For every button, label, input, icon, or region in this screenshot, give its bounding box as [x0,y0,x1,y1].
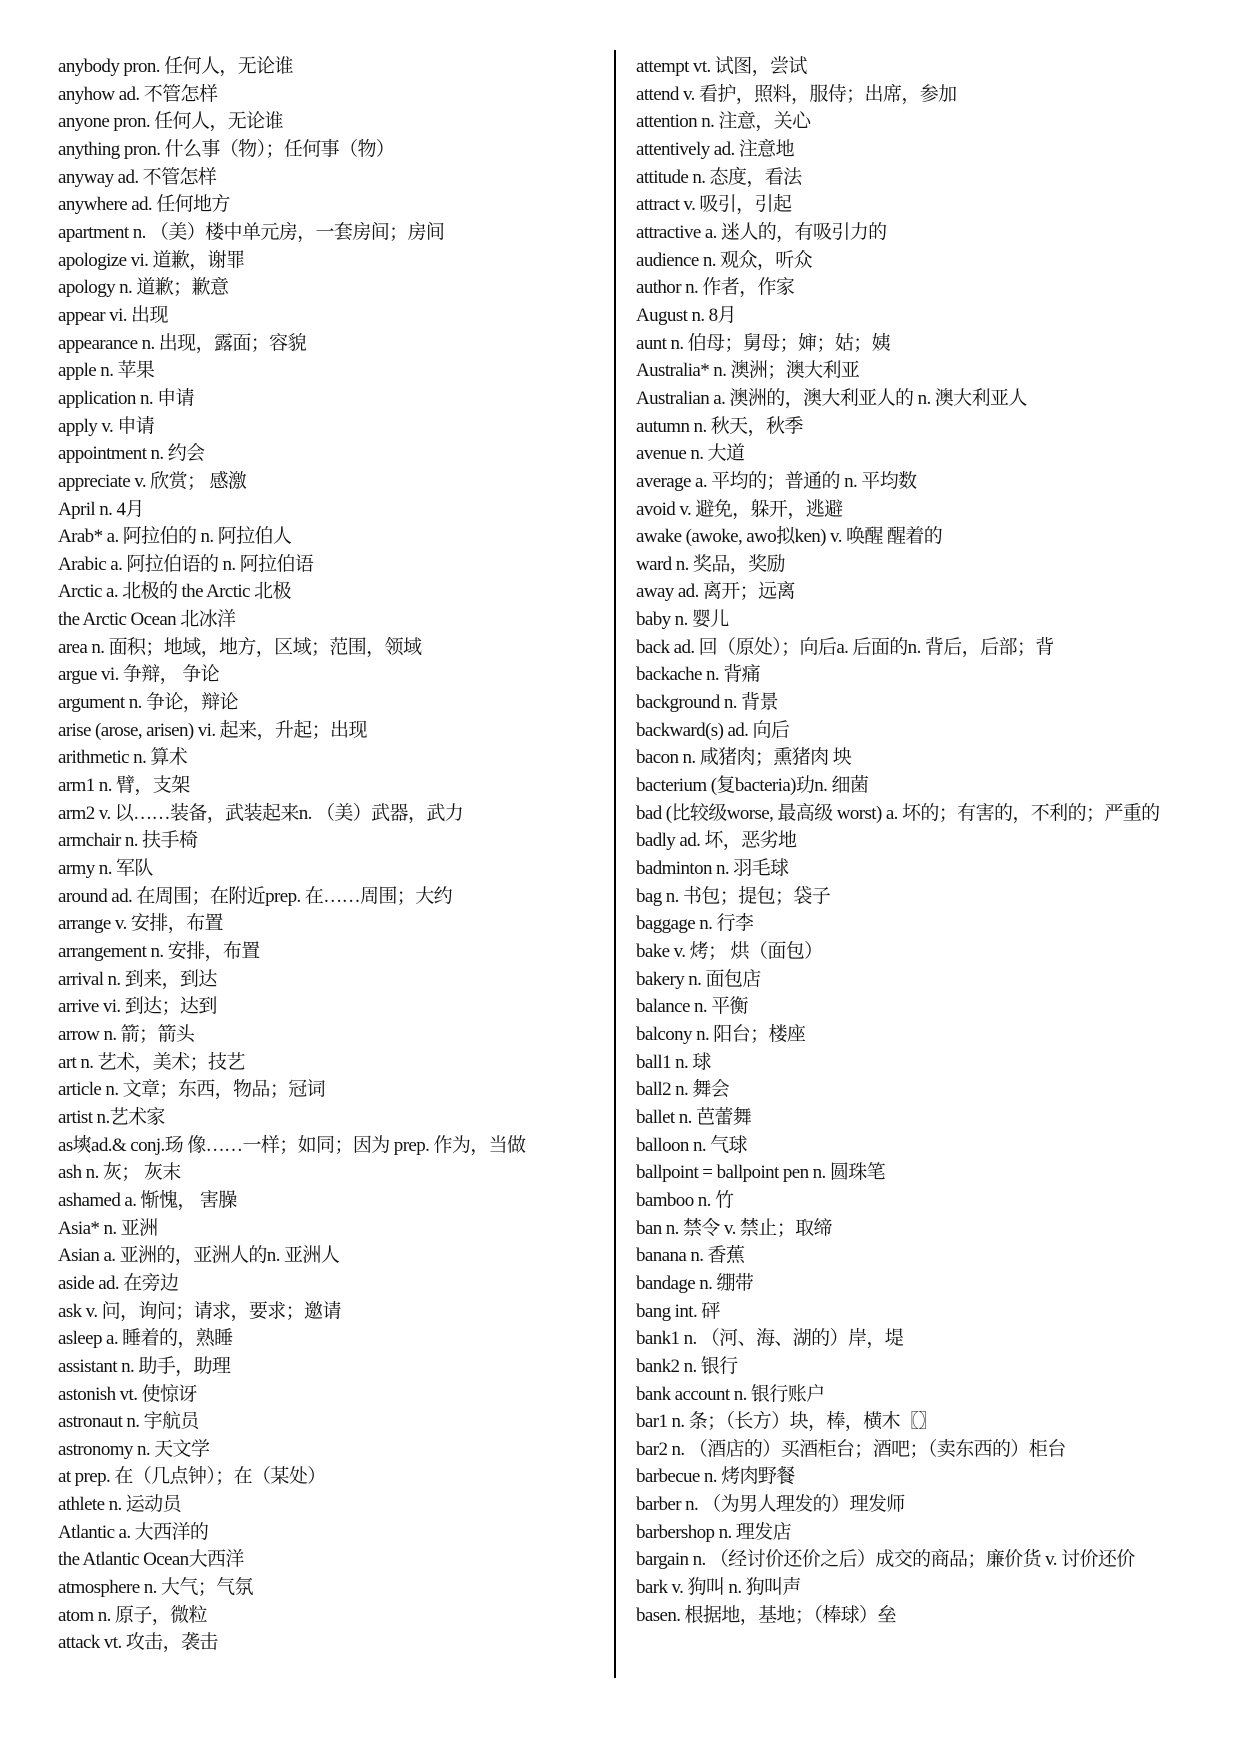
vocab-entry: basen. 根据地，基地；（棒球）垒 [636,1604,896,1626]
left-column [58,53,606,1657]
vocab-entry: bakery n. 面包店 [636,968,761,990]
vocab-entry: background n. 背景 [636,692,778,714]
vocab-entry: bank account n. 银行账户 [636,1383,825,1405]
vocab-entry: argue vi. 争辩， 争论 [58,664,220,686]
vocab-entry: attend v. 看护，照料，服侍；出席，参加 [636,83,957,105]
vocab-entry: bacon n. 咸猪肉；熏猪肉 坱 [636,747,852,769]
vocab-entry: banana n. 香蕉 [636,1245,745,1267]
vocab-entry: bang int. 砰 [636,1300,720,1322]
vocab-entry: awake (awoke, awo拟ken) v. 唤醒 醒着的 [636,526,943,548]
vocab-entry: apply v. 申请 [58,415,155,437]
vocab-entry: Australian a. 澳洲的，澳大利亚人的 n. 澳大利亚人 [636,387,1027,409]
vocab-entry: arrangement n. 安排，布置 [58,941,260,962]
vocab-entry: badminton n. 羽毛球 [636,858,789,880]
vocab-entry: backward(s) ad. 向后 [636,719,790,741]
vocab-entry: back ad. 回（原处）；向后a. 后面的n. 背后，后部；背 [636,636,1054,658]
vocab-entry: apologize vi. 道歉，谢罪 [58,249,245,271]
vocab-entry: appearance n. 出现，露面；容貌 [58,332,306,354]
vocab-entry: anyway ad. 不管怎样 [58,166,217,188]
vocab-entry: author n. 作者，作家 [636,277,795,299]
vocab-entry: bamboo n. 竹 [636,1189,734,1211]
vocab-entry: Arab* a. 阿拉伯的 n. 阿拉伯人 [58,526,292,548]
vocab-entry: ball2 n. 舞会 [636,1079,730,1101]
vocab-entry: anyone pron. 任何人，无论谁 [58,111,283,133]
vocab-entry: apartment n. （美）楼中单元房，一套房间；房间 [58,221,445,243]
vocab-entry: barber n. （为男人理发的）理发师 [636,1494,905,1516]
vocab-entry: ballet n. 芭蕾舞 [636,1106,752,1128]
vocab-entry: Atlantic a. 大西洋的 [58,1521,209,1543]
vocab-entry: arrange v. 安排，布置 [58,913,223,935]
vocab-entry: application n. 申请 [58,387,194,409]
vocab-entry: arm2 v. 以……装备，武装起来n. （美）武器，武力 [58,802,464,824]
vocab-entry: bandage n. 绷带 [636,1272,754,1294]
vocab-entry: backache n. 背痛 [636,664,761,686]
vocab-entry: arrive vi. 到达；达到 [58,996,217,1018]
vocab-entry: assistant n. 助手，助理 [58,1355,231,1377]
vocab-entry: as塽ad.& conj.玚 像……一样；如同；因为 prep. 作为，当做 [58,1134,526,1156]
vocab-entry: bar2 n. （酒店的）买酒柜台；酒吧；（卖东西的）柜台 [636,1438,1066,1460]
vocab-entry: balance n. 平衡 [636,996,748,1018]
vocab-entry: anything pron. 什么事（物）；任何事（物） [58,138,395,160]
vocab-entry: astronomy n. 天文学 [58,1438,210,1460]
vocab-entry: the Atlantic Ocean大西洋 [58,1549,244,1571]
vocab-entry: bank2 n. 银行 [636,1355,738,1377]
column-divider [614,50,616,1678]
vocab-entry: ballpoint = ballpoint pen n. 圆珠笔 [636,1162,886,1184]
vocab-entry: bad (比较级worse, 最高级 worst) a. 坏的；有害的，不利的；严重的 [636,802,1160,824]
vocab-entry: ashamed a. 惭愧， 害臊 [58,1189,237,1211]
vocab-entry: atmosphere n. 大气；气氛 [58,1577,253,1599]
vocab-entry: astonish vt. 使惊讶 [58,1383,197,1405]
vocab-entry: arm1 n. 臂，支架 [58,775,190,797]
vocab-entry: attack vt. 攻击，袭击 [58,1632,218,1654]
vocab-entry: baggage n. 行李 [636,913,754,935]
vocab-entry: anywhere ad. 任何地方 [58,194,230,216]
vocab-entry: Asia* n. 亚洲 [58,1217,158,1239]
vocab-entry: bank1 n. （河、海、湖的）岸，堤 [636,1328,904,1350]
vocab-entry: bark v. 狗叫 n. 狗叫声 [636,1577,801,1599]
vocab-entry: around ad. 在周围；在附近prep. 在……周围；大约 [58,885,453,907]
vocab-entry: attention n. 注意，关心 [636,111,811,133]
vocab-entry: attitude n. 态度，看法 [636,166,802,188]
vocab-entry: Arabic a. 阿拉伯语的 n. 阿拉伯语 [58,553,314,575]
vocab-entry: anybody pron. 任何人，无论谁 [58,56,293,77]
right-column [636,53,1186,1629]
vocab-entry: arise (arose, arisen) vi. 起来，升起；出现 [58,719,367,741]
vocab-entry: atom n. 原子，微粒 [58,1604,207,1626]
vocab-entry: April n. 4月 [58,498,144,520]
vocab-entry: anyhow ad. 不管怎样 [58,83,218,105]
vocab-entry: bag n. 书包；提包；袋子 [636,885,831,907]
vocab-entry: baby n. 婴儿 [636,609,729,631]
vocab-entry: army n. 军队 [58,858,153,880]
vocab-entry: August n. 8月 [636,304,736,326]
vocab-entry: artist n.艺术家 [58,1106,165,1128]
vocab-entry: at prep. 在（几点钟）；在（某处） [58,1466,326,1488]
vocab-entry: avoid v. 避免，躲开，逃避 [636,498,843,520]
vocab-entry: area n. 面积；地域，地方，区域；范围，领域 [58,636,422,658]
vocab-entry: Arctic a. 北极的 the Arctic 北极 [58,581,291,603]
vocab-entry: apple n. 苹果 [58,360,155,382]
vocab-entry: ban n. 禁令 v. 禁止；取缔 [636,1217,832,1239]
vocab-entry: ash n. 灰； 灰末 [58,1162,181,1184]
vocab-entry: apology n. 道歉；歉意 [58,277,229,299]
vocab-entry: ward n. 奖品，奖励 [636,553,785,575]
vocab-entry: barbershop n. 理发店 [636,1521,791,1543]
vocab-entry: autumn n. 秋天，秋季 [636,415,803,437]
vocab-entry: barbecue n. 烤肉野餐 [636,1466,795,1488]
vocab-entry: away ad. 离开；远离 [636,581,795,603]
vocab-entry: art n. 艺术，美术；技艺 [58,1051,245,1073]
vocab-entry: aside ad. 在旁边 [58,1272,179,1294]
vocab-entry: appointment n. 约会 [58,443,205,465]
vocab-entry: astronaut n. 宇航员 [58,1411,199,1433]
vocab-entry: Australia* n. 澳洲；澳大利亚 [636,360,860,382]
vocab-entry: bacterium (复bacteria)玏n. 细菌 [636,775,869,797]
vocab-entry: attempt vt. 试图，尝试 [636,56,807,77]
vocab-entry: attract v. 吸引，引起 [636,194,792,216]
vocab-entry: average a. 平均的；普通的 n. 平均数 [636,470,917,492]
vocab-entry: bar1 n. 条；（长方）块，棒，横木〖〗 [636,1411,937,1433]
vocab-entry: Asian a. 亚洲的，亚洲人的n. 亚洲人 [58,1245,340,1267]
vocab-entry: ball1 n. 球 [636,1051,711,1073]
vocab-entry: ask v. 问，询问；请求，要求；邀请 [58,1300,341,1322]
vocab-entry: audience n. 观众，听众 [636,249,813,271]
vocab-entry: armchair n. 扶手椅 [58,830,198,852]
vocab-entry: avenue n. 大道 [636,443,745,465]
vocab-entry: the Arctic Ocean 北冰洋 [58,609,236,631]
vocab-entry: arithmetic n. 算术 [58,747,188,769]
vocab-entry: arrow n. 箭；箭头 [58,1023,195,1045]
vocab-entry: arrival n. 到来，到达 [58,968,217,990]
vocab-entry: asleep a. 睡着的，熟睡 [58,1328,233,1350]
vocab-entry: bake v. 烤； 烘（面包） [636,941,823,962]
vocab-entry: badly ad. 坏，恶劣地 [636,830,797,852]
vocab-entry: bargain n. （经讨价还价之后）成交的商品；廉价货 v. 讨价还价 [636,1549,1135,1571]
vocab-entry: appreciate v. 欣赏； 感激 [58,470,247,492]
vocab-entry: attractive a. 迷人的，有吸引力的 [636,221,887,243]
vocab-entry: appear vi. 出现 [58,304,168,326]
vocab-entry: balloon n. 气球 [636,1134,747,1156]
vocab-entry: article n. 文章；东西，物品；冠词 [58,1079,326,1101]
vocab-entry: balcony n. 阳台；楼座 [636,1023,806,1045]
vocab-entry: athlete n. 运动员 [58,1494,181,1516]
vocab-entry: aunt n. 伯母；舅母；婶；姑；姨 [636,332,891,354]
vocab-entry: attentively ad. 注意地 [636,138,794,160]
vocab-entry: argument n. 争论，辩论 [58,692,238,714]
